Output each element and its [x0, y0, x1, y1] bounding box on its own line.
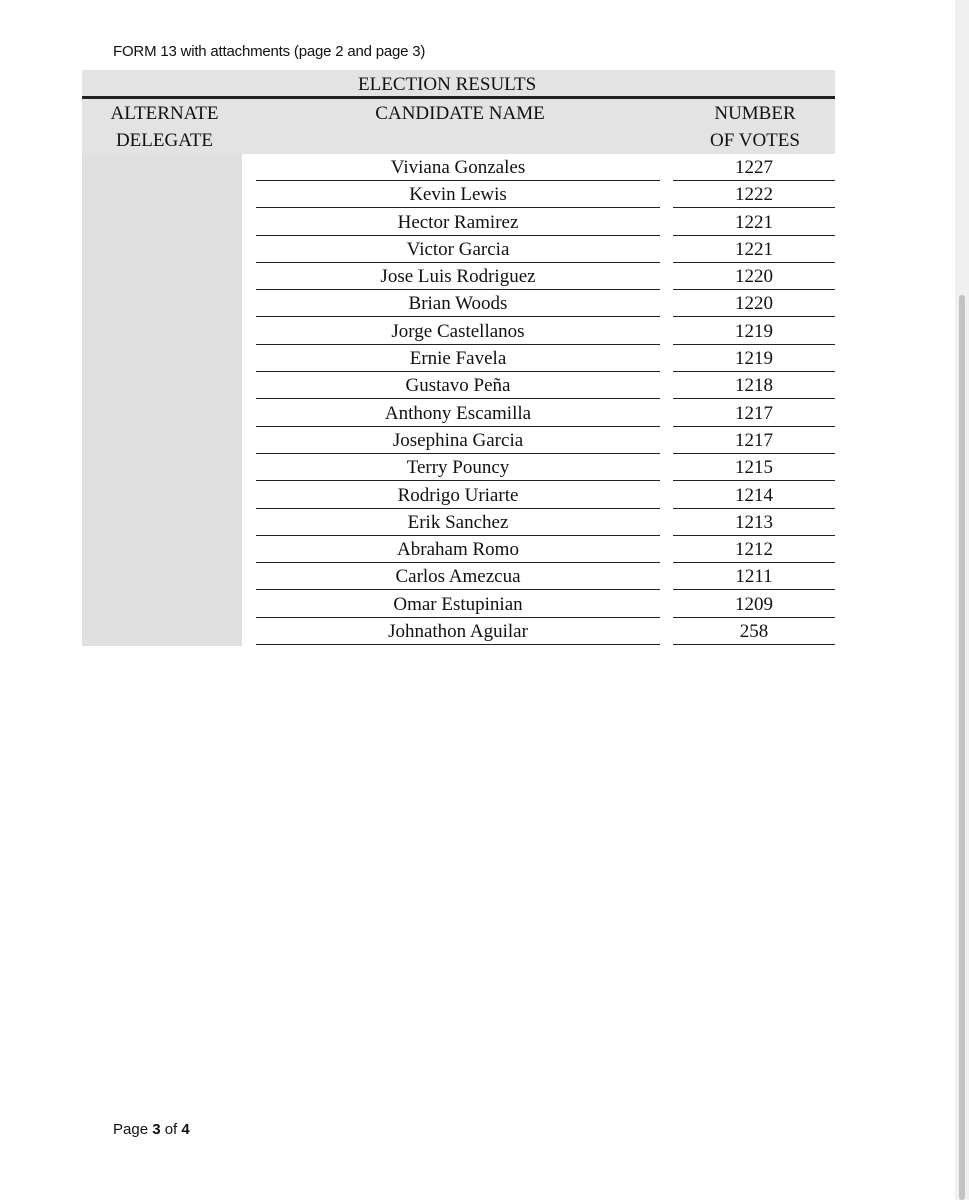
- scrollbar[interactable]: [955, 0, 969, 1200]
- vote-count-cell: 1221: [673, 209, 835, 236]
- candidate-name-cell: Jorge Castellanos: [256, 318, 660, 345]
- header-candidate-name: CANDIDATE NAME: [375, 103, 545, 124]
- header-votes-line1: NUMBER: [714, 103, 796, 124]
- candidate-name-cell: Gustavo Peña: [256, 372, 660, 399]
- vote-count-cell: 1213: [673, 509, 835, 536]
- table-row: [0, 427, 955, 454]
- header-number-of-votes: [680, 100, 830, 154]
- table-row: [0, 318, 955, 345]
- vote-count-cell: 1217: [673, 427, 835, 454]
- candidate-name-cell: Ernie Favela: [256, 345, 660, 372]
- candidate-name-cell: Viviana Gonzales: [256, 154, 660, 181]
- table-row: [0, 345, 955, 372]
- table-row: [0, 454, 955, 481]
- page-prefix: Page: [113, 1121, 153, 1138]
- vote-count-cell: 1209: [673, 591, 835, 618]
- table-row: [0, 154, 955, 181]
- table-row: [0, 209, 955, 236]
- candidate-name-cell: Rodrigo Uriarte: [256, 482, 660, 509]
- candidate-name-cell: Johnathon Aguilar: [256, 618, 660, 645]
- candidate-name-cell: Victor Garcia: [256, 236, 660, 263]
- header-alternate-line1: ALTERNATE: [110, 103, 219, 124]
- results-table-body: [0, 154, 955, 645]
- vote-count-cell: 1219: [673, 345, 835, 372]
- table-row: [0, 563, 955, 590]
- candidate-name-cell: Kevin Lewis: [256, 181, 660, 208]
- vote-count-cell: 1227: [673, 154, 835, 181]
- vote-count-cell: 1222: [673, 181, 835, 208]
- vote-count-cell: 1221: [673, 236, 835, 263]
- candidate-name-cell: Brian Woods: [256, 290, 660, 317]
- vote-count-cell: 1218: [673, 372, 835, 399]
- candidate-name-cell: Erik Sanchez: [256, 509, 660, 536]
- header-alternate-line2: DELEGATE: [115, 130, 214, 151]
- table-row: [0, 618, 955, 645]
- candidate-name-cell: Jose Luis Rodriguez: [256, 263, 660, 290]
- candidate-name-cell: Omar Estupinian: [256, 591, 660, 618]
- form-title: FORM 13 with attachments (page 2 and page 3): [113, 43, 426, 60]
- vote-count-cell: 1212: [673, 536, 835, 563]
- table-row: [0, 509, 955, 536]
- header-votes-line2: OF VOTES: [710, 130, 800, 151]
- table-row: [0, 400, 955, 427]
- candidate-name-cell: Carlos Amezcua: [256, 563, 660, 590]
- vote-count-cell: 1214: [673, 482, 835, 509]
- vote-count-cell: 1220: [673, 263, 835, 290]
- table-title: ELECTION RESULTS: [358, 74, 537, 95]
- vote-count-cell: 258: [673, 618, 835, 645]
- vote-count-cell: 1211: [673, 563, 835, 590]
- candidate-name-cell: Hector Ramirez: [256, 209, 660, 236]
- table-row: [0, 482, 955, 509]
- table-row: [0, 236, 955, 263]
- scrollbar-thumb[interactable]: [959, 295, 965, 1200]
- page-mid: of: [160, 1121, 182, 1138]
- vote-count-cell: 1219: [673, 318, 835, 345]
- vote-count-cell: 1220: [673, 290, 835, 317]
- table-row: [0, 181, 955, 208]
- candidate-name-cell: Abraham Romo: [256, 536, 660, 563]
- page-number: [113, 1121, 190, 1138]
- table-row: [0, 372, 955, 399]
- table-row: [0, 290, 955, 317]
- page-current: 3: [152, 1121, 161, 1138]
- header-divider: [82, 96, 835, 99]
- candidate-name-cell: Terry Pouncy: [256, 454, 660, 481]
- vote-count-cell: 1217: [673, 400, 835, 427]
- header-alternate-delegate: [92, 100, 237, 154]
- vote-count-cell: 1215: [673, 454, 835, 481]
- table-row: [0, 591, 955, 618]
- candidate-name-cell: Anthony Escamilla: [256, 400, 660, 427]
- table-row: [0, 263, 955, 290]
- page-total: 4: [181, 1121, 190, 1138]
- candidate-name-cell: Josephina Garcia: [256, 427, 660, 454]
- table-row: [0, 536, 955, 563]
